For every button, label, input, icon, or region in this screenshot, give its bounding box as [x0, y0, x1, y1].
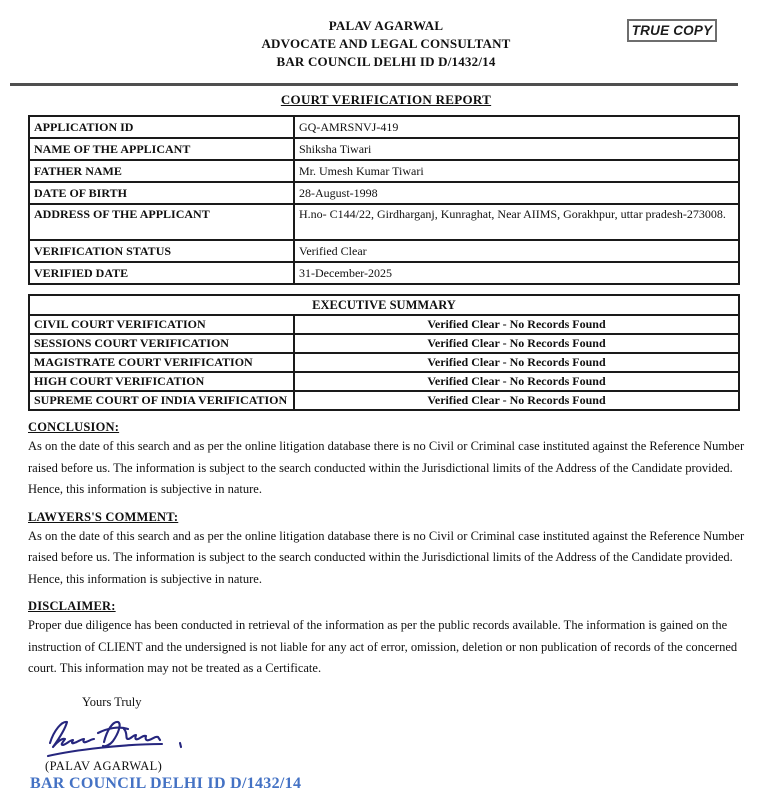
row-label: VERIFIED DATE: [29, 262, 294, 284]
row-value: Verified Clear - No Records Found: [294, 372, 739, 391]
table-row: [29, 240, 739, 262]
bar-council-id: BAR COUNCIL DELHI ID D/1432/14: [30, 774, 302, 792]
row-label: VERIFICATION STATUS: [29, 240, 294, 262]
applicant-details-table: [28, 115, 740, 285]
table-row: [29, 138, 739, 160]
closing-line: Yours Truly: [82, 694, 142, 709]
table-row: [29, 116, 739, 138]
row-value: Shiksha Tiwari: [294, 138, 739, 160]
row-value: Verified Clear - No Records Found: [294, 315, 739, 334]
disclaimer-body: Proper due diligence has been conducted in retrieval of the information as per the public records available. The information is gained on the instruction of CLIENT and the undersigned is not liable for any act of error, omission, deletion or non publication of records of the concerned court. This information may not be treated as a Certificate.: [28, 618, 738, 675]
row-label: NAME OF THE APPLICANT: [29, 138, 294, 160]
table-row: [29, 334, 739, 353]
row-label: MAGISTRATE COURT VERIFICATION: [29, 353, 294, 372]
table-row: [29, 353, 739, 372]
letterhead-name: PALAV AGARWAL: [328, 18, 444, 33]
table-row: [29, 391, 739, 410]
row-value: Verified Clear - No Records Found: [294, 353, 739, 372]
row-value: Verified Clear: [294, 240, 739, 262]
table-row: [29, 262, 739, 284]
table-row: [29, 182, 739, 204]
row-value: Verified Clear - No Records Found: [294, 391, 739, 410]
row-value: GQ-AMRSNVJ-419: [294, 116, 739, 138]
table-row: [29, 204, 739, 240]
row-value: Mr. Umesh Kumar Tiwari: [294, 160, 739, 182]
row-label: CIVIL COURT VERIFICATION: [29, 315, 294, 334]
conclusion-heading: CONCLUSION:: [28, 420, 120, 434]
signature-block: [42, 713, 772, 759]
section-lawyers-comment: [28, 510, 746, 591]
true-copy-label: TRUE COPY: [631, 23, 713, 38]
row-label: APPLICATION ID: [29, 116, 294, 138]
table-row: [29, 372, 739, 391]
row-value: 28-August-1998: [294, 182, 739, 204]
row-label: SESSIONS COURT VERIFICATION: [29, 334, 294, 353]
table-row: [29, 160, 739, 182]
disclaimer-heading: DISCLAIMER:: [28, 599, 116, 613]
row-label: ADDRESS OF THE APPLICANT: [29, 204, 294, 240]
table-row: [29, 315, 739, 334]
letterhead-bar-id: BAR COUNCIL DELHI ID D/1432/14: [276, 54, 496, 69]
true-copy-stamp: [627, 19, 717, 42]
report-title: COURT VERIFICATION REPORT: [280, 92, 492, 107]
row-label: DATE OF BIRTH: [29, 182, 294, 204]
letterhead-designation: ADVOCATE AND LEGAL CONSULTANT: [261, 36, 511, 51]
lawyers-comment-heading: LAWYERS'S COMMENT:: [28, 509, 179, 524]
row-label: FATHER NAME: [29, 160, 294, 182]
row-value: H.no- C144/22, Girdharganj, Kunraghat, Near AIIMS, Gorakhpur, uttar pradesh-273008.: [294, 204, 739, 240]
summary-header-row: [29, 295, 739, 315]
section-conclusion: [28, 420, 746, 501]
signer-name: (PALAV AGARWAL): [45, 758, 163, 773]
row-label: SUPREME COURT OF INDIA VERIFICATION: [29, 391, 294, 410]
section-disclaimer: [28, 599, 746, 680]
handwritten-signature-image: [42, 713, 202, 759]
row-value: 31-December-2025: [294, 262, 739, 284]
header-divider-rule: [10, 83, 738, 86]
executive-summary-table: [28, 294, 740, 411]
lawyers-comment-body: As on the date of this search and as per the online litigation database there is no Civil or Criminal case instituted against the Reference Number raised before us. The information is subject to the search conducted within the Jurisdictional limits of the Address of the Candidate provided. Hence, this information is subjective in nature.: [28, 528, 745, 586]
row-value: Verified Clear - No Records Found: [294, 334, 739, 353]
conclusion-body: As on the date of this search and as per the online litigation database there is no Civil or Criminal case instituted against the Reference Number raised before us. The information is subject to the search conducted within the Jurisdictional limits of the Address of the Candidate provided. Hence, this information is subjective in nature.: [28, 439, 745, 496]
row-label: HIGH COURT VERIFICATION: [29, 372, 294, 391]
summary-title: EXECUTIVE SUMMARY: [29, 295, 739, 315]
